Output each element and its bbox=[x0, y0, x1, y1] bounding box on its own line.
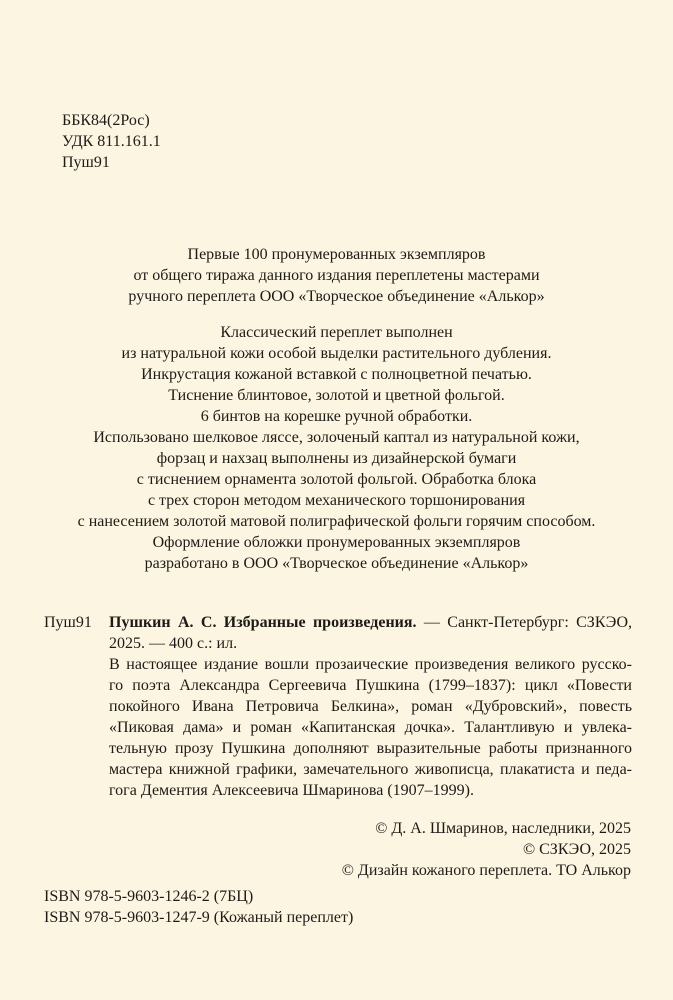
record-title-line bbox=[109, 612, 632, 633]
text-line: с трех сторон методом механического торшонирования bbox=[147, 492, 526, 509]
copyright-block bbox=[342, 818, 631, 881]
text-line: Использовано шелковое ляссе, золоченый каптал из натуральной кожи, bbox=[93, 429, 580, 446]
text-line: ручного переплета ООО «Творческое объединение «Алькор» bbox=[128, 288, 545, 305]
bibliographic-record bbox=[109, 612, 632, 801]
annotation-line: «Пиковая дама» и роман «Капитанская дочка». Талантливую и увлека- bbox=[109, 719, 632, 736]
record-title: Пушкин А. С. Избранные произведения. bbox=[109, 614, 417, 631]
isbn-line: ISBN 978-5-9603-1247-9 (Кожаный переплет) bbox=[44, 909, 354, 926]
annotation-line: покойного Ивана Петровича Белкина», роман «Дубровский», повесть bbox=[109, 698, 632, 715]
text-line: 6 бинтов на корешке ручной обработки. bbox=[200, 408, 473, 425]
text-line: из натуральной кожи особой выделки растительного дубления. bbox=[121, 345, 552, 362]
text-line: Классический переплет выполнен bbox=[220, 324, 453, 341]
annotation-line: мастера книжной графики, замечательного живописца, плакатиста и педа- bbox=[109, 761, 632, 778]
annotation-line: го поэта Александра Сергеевича Пушкина (1799–1837): цикл «Повести bbox=[109, 677, 632, 694]
text-line: Инкрустация кожаной вставкой с полноцветной печатью. bbox=[141, 366, 532, 383]
copyright-line: © Дизайн кожаного переплета. ТО Алькор bbox=[341, 862, 631, 879]
bbk-code: ББК84(2Рос) bbox=[62, 112, 150, 129]
text-line: Оформление обложки пронумерованных экземпляров bbox=[152, 534, 521, 551]
limited-edition-note bbox=[0, 244, 673, 307]
text-line: с тиснением орнамента золотой фольгой. Обработка блока bbox=[136, 471, 537, 488]
record-author-sign: Пуш91 bbox=[44, 614, 92, 631]
text-line: Первые 100 пронумерованных экземпляров bbox=[187, 246, 486, 263]
annotation-line: гога Дементия Алексеевича Шмаринова (1907–1999). bbox=[109, 782, 475, 799]
text-line: разработано в ООО «Творческое объединение «Алькор» bbox=[144, 555, 529, 572]
copyright-line: © СЗКЭО, 2025 bbox=[522, 841, 631, 858]
isbn-block bbox=[44, 886, 353, 928]
isbn-line: ISBN 978-5-9603-1246-2 (7БЦ) bbox=[44, 888, 254, 905]
text-line: форзац и нахзац выполнены из дизайнерской бумаги bbox=[156, 450, 517, 467]
record-imprint: 2025. — 400 с.: ил. bbox=[109, 635, 238, 652]
text-line: от общего тиража данного издания переплетены мастерами bbox=[133, 267, 540, 284]
classification-codes bbox=[62, 110, 161, 173]
record-publisher: — Санкт-Петербург: СЗКЭО, bbox=[416, 614, 632, 631]
copyright-line: © Д. А. Шмаринов, наследники, 2025 bbox=[375, 820, 631, 837]
text-line: Тиснение блинтовое, золотой и цветной фольгой. bbox=[168, 387, 505, 404]
annotation-line: В настоящее издание вошли прозаические произведения великого русско- bbox=[109, 656, 632, 673]
text-line: с нанесением золотой матовой полиграфической фольги горячим способом. bbox=[77, 513, 596, 530]
annotation-line: тельную прозу Пушкина дополняют выразительные работы признанного bbox=[109, 740, 632, 757]
udk-code: УДК 811.161.1 bbox=[62, 133, 161, 150]
binding-description bbox=[0, 322, 673, 574]
author-sign: Пуш91 bbox=[62, 154, 110, 171]
